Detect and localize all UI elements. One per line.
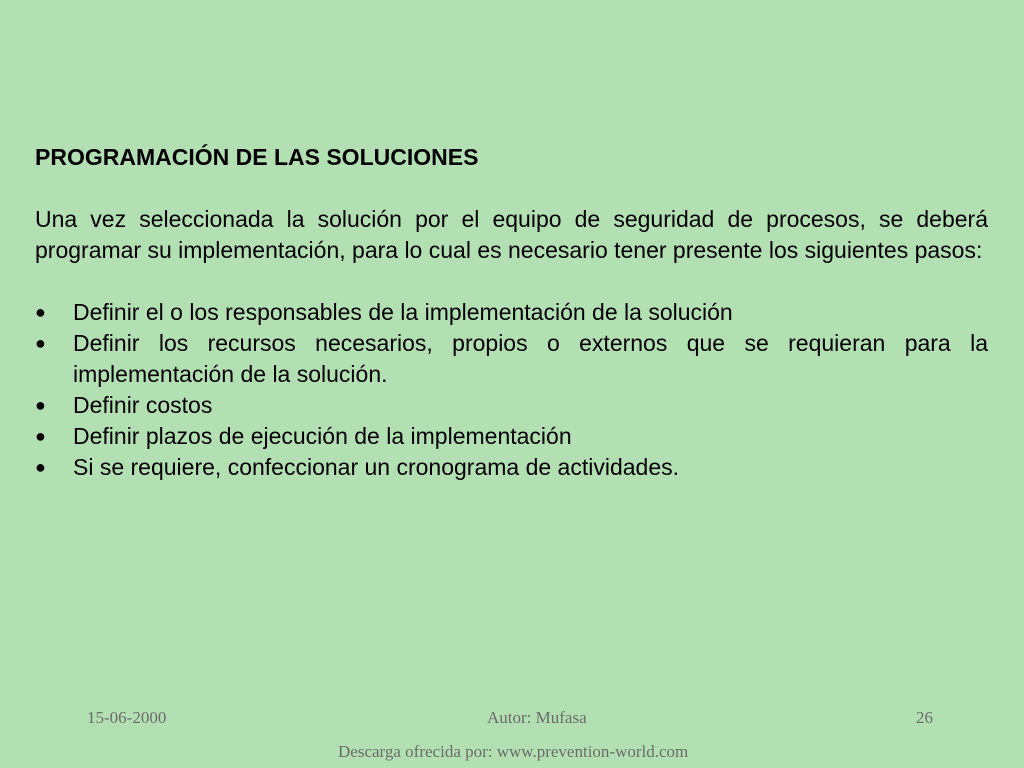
list-item [35,452,988,483]
list-item-text: Definir costos [73,392,213,418]
list-item [35,297,988,328]
intro-paragraph: Una vez seleccionada la solución por el equipo de seguridad de procesos, se deberá programar su implementación, para lo cual es necesario tener presente los siguientes pasos: [35,206,988,263]
list-item-text: Si se requiere, confeccionar un cronograma de actividades. [73,454,680,480]
footer-source: Descarga ofrecida por: www.prevention-world.com [338,742,689,761]
list-item [35,328,988,390]
steps-list [35,297,988,483]
bullet-icon: ● [35,302,46,322]
slide-content [35,142,988,483]
bullet-icon: ● [35,333,46,353]
list-item-text: Definir plazos de ejecución de la implementación [73,423,572,449]
footer-date: 15-06-2000 [87,708,167,727]
slide-title: PROGRAMACIÓN DE LAS SOLUCIONES [35,144,479,170]
bullet-icon: ● [35,457,46,477]
bullet-icon: ● [35,395,46,415]
list-item [35,390,988,421]
footer-author: Autor: Mufasa [487,708,587,727]
list-item-text: Definir el o los responsables de la implementación de la solución [73,299,733,325]
bullet-icon: ● [35,426,46,446]
list-item [35,421,988,452]
page-number: 26 [916,708,933,727]
list-item-text: Definir los recursos necesarios, propios o externos que se requieran para la implementación de la solución. [73,330,988,387]
